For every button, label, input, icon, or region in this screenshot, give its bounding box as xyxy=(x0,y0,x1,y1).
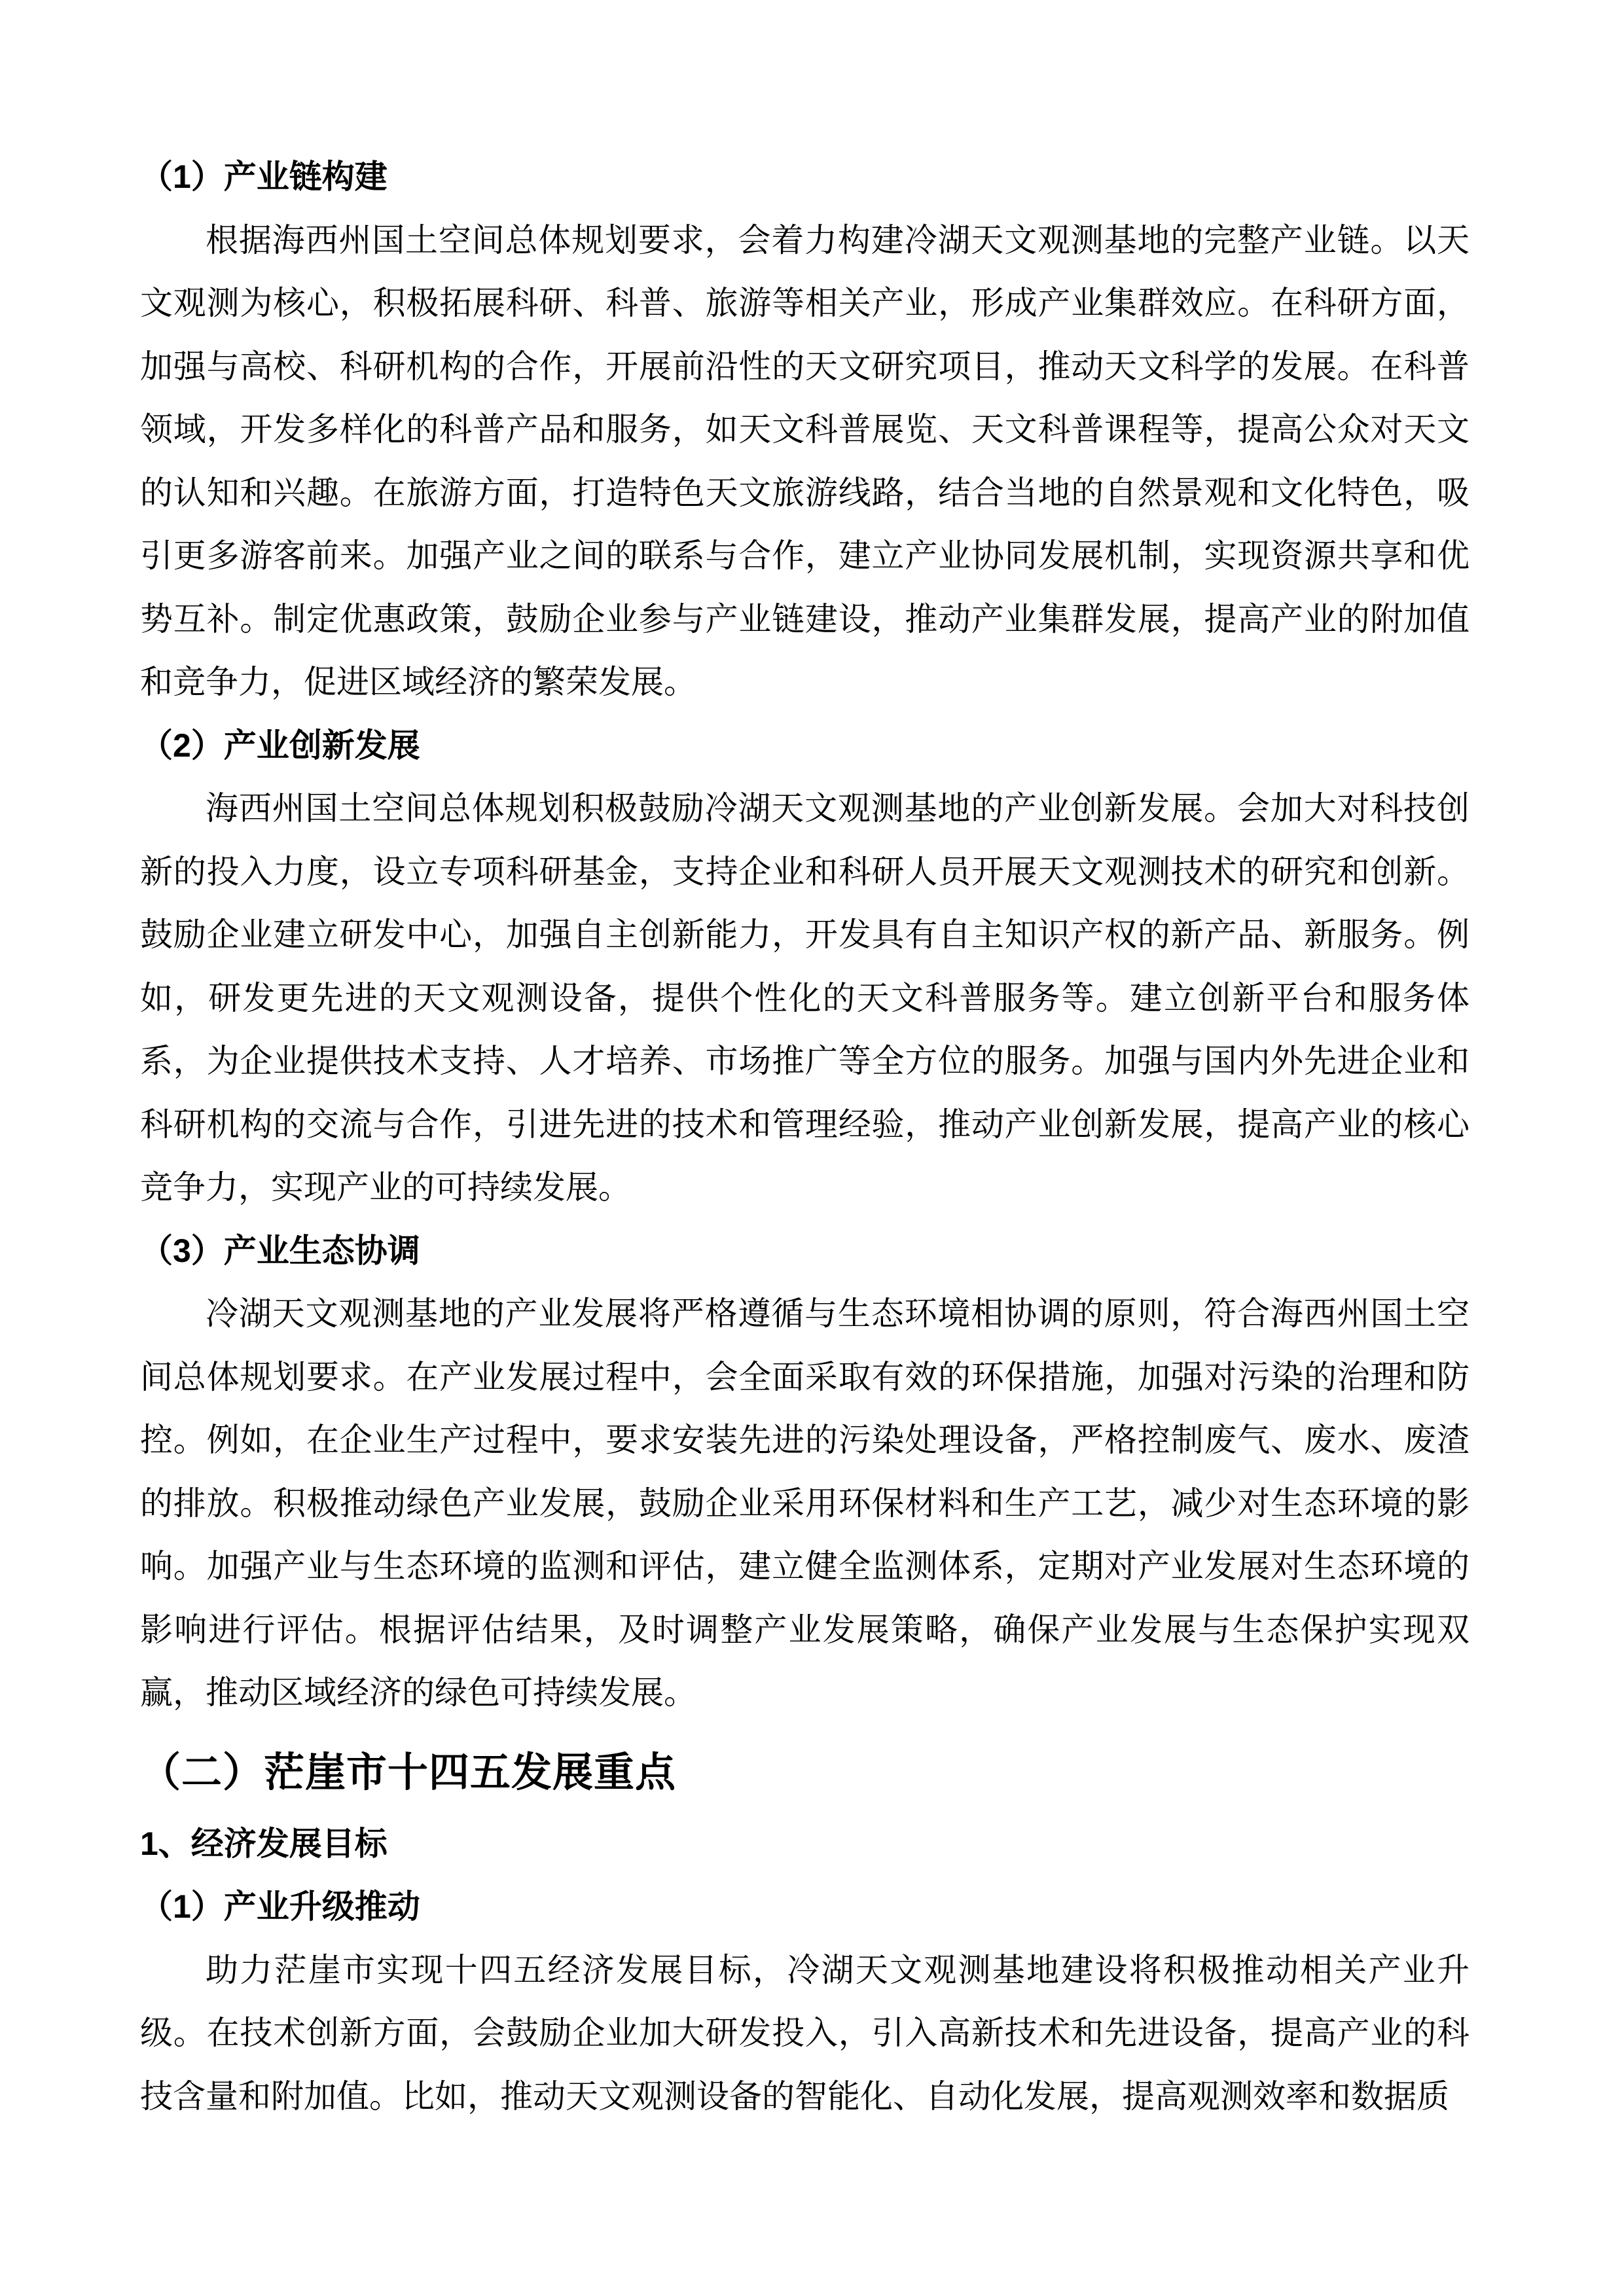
section-heading-mangya-focus: （二）茫崖市十四五发展重点 xyxy=(140,1749,677,1795)
sub-heading-industry-chain: （1）产业链构建 xyxy=(140,158,388,195)
paragraph-industry-chain: 根据海西州国土空间总体规划要求，会着力构建冷湖天文观测基地的完整产业链。以天文观测为核心，积极拓展科研、科普、旅游等相关产业，形成产业集群效应。在科研方面，加强与高校、科研机构的合作，开展前沿性的天文研究项目，推动天文科学的发展。在科普领域，开发多样化的科普产品和服务，如天文科普展览、天文科普课程等，提高公众对天文的认知和兴趣。在旅游方面，打造特色天文旅游线路，结合当地的自然景观和文化特色，吸引更多游客前来。加强产业之间的联系与合作，建立产业协同发展机制，实现资源共享和优势互补。制定优惠政策，鼓励企业参与产业链建设，推动产业集群发展，提高产业的附加值和竞争力，促进区域经济的繁荣发展。 xyxy=(140,221,1470,700)
sub-heading-industry-ecology: （3）产业生态协调 xyxy=(140,1232,420,1269)
sub-heading-industry-innovation: （2）产业创新发展 xyxy=(140,726,420,764)
paragraph-industry-upgrade: 助力茫崖市实现十四五经济发展目标，冷湖天文观测基地建设将积极推动相关产业升级。在技术创新方面，会鼓励企业加大研发投入，引入高新技术和先进设备，提高产业的科技含量和附加值。比如，推动天文观测设备的智能化、自动化发展，提高观测效率和数据质 xyxy=(140,1951,1470,2115)
paragraph-industry-innovation: 海西州国土空间总体规划积极鼓励冷湖天文观测基地的产业创新发展。会加大对科技创新的投入力度，设立专项科研基金，支持企业和科研人员开展天文观测技术的研究和创新。鼓励企业建立研发中心，加强自主创新能力，开发具有自主知识产权的新产品、新服务。例如，研发更先进的天文观测设备，提供个性化的天文科普服务等。建立创新平台和服务体系，为企业提供技术支持、人才培养、市场推广等全方位的服务。加强与国内外先进企业和科研机构的交流与合作，引进先进的技术和管理经验，推动产业创新发展，提高产业的核心竞争力，实现产业的可持续发展。 xyxy=(140,790,1470,1206)
numbered-heading-economic-goals: 1、经济发展目标 xyxy=(140,1825,388,1862)
sub-heading-industry-upgrade: （1）产业升级推动 xyxy=(140,1888,420,1925)
paragraph-industry-ecology: 冷湖天文观测基地的产业发展将严格遵循与生态环境相协调的原则，符合海西州国土空间总体规划要求。在产业发展过程中，会全面采取有效的环保措施，加强对污染的治理和防控。例如，在企业生产过程中，要求安装先进的污染处理设备，严格控制废气、废水、废渣的排放。积极推动绿色产业发展，鼓励企业采用环保材料和生产工艺，减少对生态环境的影响。加强产业与生态环境的监测和评估，建立健全监测体系，定期对产业发展对生态环境的影响进行评估。根据评估结果，及时调整产业发展策略，确保产业发展与生态保护实现双赢，推动区域经济的绿色可持续发展。 xyxy=(140,1295,1470,1711)
